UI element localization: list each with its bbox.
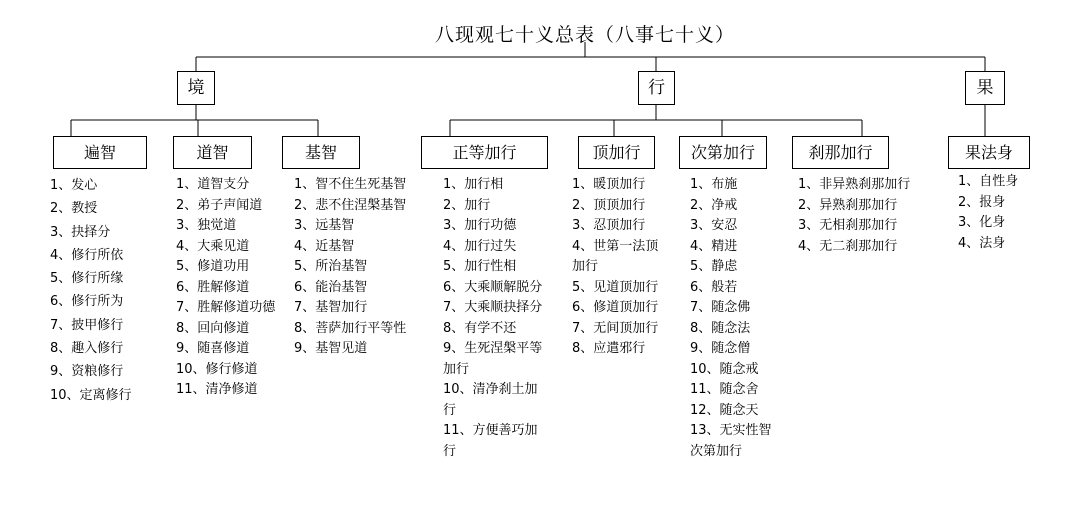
list-item: 10、清净刹土加行	[443, 382, 538, 418]
list-item: 1、道智支分	[176, 177, 250, 192]
list-item: 4、法身	[958, 235, 1006, 251]
list-item: 13、无实性智次第加行	[690, 423, 772, 459]
list-item: 11、方便善巧加行	[443, 423, 538, 459]
list-item: 8、菩萨加行平等性	[294, 320, 407, 336]
node-bianzhi: 遍智	[53, 136, 147, 169]
list-item: 9、资粮修行	[50, 364, 124, 380]
list-item: 5、所治基智	[294, 259, 368, 274]
list-item: 5、修行所缘	[50, 271, 124, 287]
list-item: 10、定离修行	[50, 387, 132, 403]
list-item: 8、应遣邪行	[572, 341, 646, 356]
list-item: 1、加行相	[443, 177, 504, 192]
node-guofashen: 果法身	[948, 136, 1030, 169]
list-daozhi	[176, 175, 275, 401]
node-xing: 行	[638, 71, 675, 105]
list-item: 8、有学不还	[443, 320, 517, 336]
node-cidi: 次第加行	[679, 136, 767, 169]
list-item: 11、随念舍	[690, 382, 759, 397]
list-item: 3、安忍	[690, 218, 738, 233]
list-item: 6、大乘顺解脱分	[443, 279, 543, 295]
list-item: 7、披甲修行	[50, 317, 124, 333]
list-item: 6、能治基智	[294, 279, 368, 295]
list-item: 3、忍顶加行	[572, 218, 646, 233]
list-item: 9、随喜修道	[176, 341, 250, 356]
list-item: 6、般若	[690, 279, 738, 295]
list-item: 9、生死涅槃平等加行	[443, 341, 543, 377]
list-item: 3、无相刹那加行	[798, 218, 898, 233]
list-item: 8、趣入修行	[50, 341, 124, 357]
list-item: 10、随念戒	[690, 361, 759, 377]
list-item: 4、加行过失	[443, 238, 517, 254]
list-item: 4、大乘见道	[176, 238, 250, 254]
list-item: 4、修行所依	[50, 247, 124, 263]
list-item: 1、智不住生死基智	[294, 177, 407, 192]
list-item: 5、见道顶加行	[572, 279, 659, 295]
list-item: 7、基智加行	[294, 300, 368, 315]
list-zhengdeng	[443, 175, 543, 462]
list-item: 5、加行性相	[443, 259, 517, 274]
list-item: 7、大乘顺抉择分	[443, 300, 543, 315]
list-item: 1、自性身	[958, 174, 1019, 189]
list-item: 2、教授	[50, 201, 98, 217]
list-item: 1、发心	[50, 178, 98, 193]
list-item: 2、加行	[443, 197, 491, 213]
list-jizhi	[294, 175, 406, 360]
list-item: 9、基智见道	[294, 341, 368, 356]
list-item: 1、非异熟刹那加行	[798, 177, 911, 192]
list-item: 2、悲不住涅槃基智	[294, 197, 407, 213]
list-item: 3、加行功德	[443, 218, 517, 233]
list-item: 3、抉择分	[50, 224, 111, 240]
list-item: 1、暖顶加行	[572, 177, 646, 192]
list-item: 8、回向修道	[176, 320, 250, 336]
node-dingjiaxing: 顶加行	[578, 136, 655, 169]
list-chana	[798, 175, 910, 257]
list-item: 4、近基智	[294, 238, 355, 254]
list-item: 5、静虑	[690, 259, 738, 274]
list-item: 4、世第一法顶加行	[572, 238, 659, 274]
list-item: 2、顶顶加行	[572, 197, 646, 213]
list-item: 2、报身	[958, 194, 1006, 210]
node-chana: 刹那加行	[792, 136, 889, 169]
list-item: 8、随念法	[690, 320, 751, 336]
list-cidi	[690, 175, 776, 462]
node-jing: 境	[177, 71, 215, 105]
list-item: 7、胜解修道功德	[176, 300, 276, 315]
list-item: 2、净戒	[690, 197, 738, 213]
list-item: 6、修行所为	[50, 294, 124, 310]
list-item: 4、精进	[690, 238, 738, 254]
list-item: 4、无二刹那加行	[798, 238, 898, 254]
list-dingjiaxing	[572, 175, 664, 360]
node-jizhi: 基智	[282, 136, 360, 169]
node-zhengdeng: 正等加行	[421, 136, 548, 169]
list-guofashen	[958, 172, 1018, 254]
diagram-title: 八现观七十义总表（八事七十义）	[434, 24, 735, 46]
node-guo: 果	[965, 71, 1005, 105]
list-item: 1、布施	[690, 177, 738, 192]
list-item: 9、随念僧	[690, 341, 751, 356]
list-item: 5、修道功用	[176, 259, 250, 274]
list-item: 6、修道顶加行	[572, 300, 659, 315]
list-item: 3、化身	[958, 215, 1006, 230]
node-daozhi: 道智	[173, 136, 252, 169]
list-item: 10、修行修道	[176, 361, 258, 377]
list-bianzhi	[50, 174, 132, 407]
list-item: 3、远基智	[294, 218, 355, 233]
list-item: 7、随念佛	[690, 300, 751, 315]
list-item: 12、随念天	[690, 402, 759, 418]
list-item: 6、胜解修道	[176, 279, 250, 295]
list-item: 7、无间顶加行	[572, 320, 659, 336]
list-item: 2、弟子声闻道	[176, 197, 263, 213]
list-item: 2、异熟刹那加行	[798, 197, 898, 213]
list-item: 11、清净修道	[176, 382, 258, 397]
list-item: 3、独觉道	[176, 218, 237, 233]
